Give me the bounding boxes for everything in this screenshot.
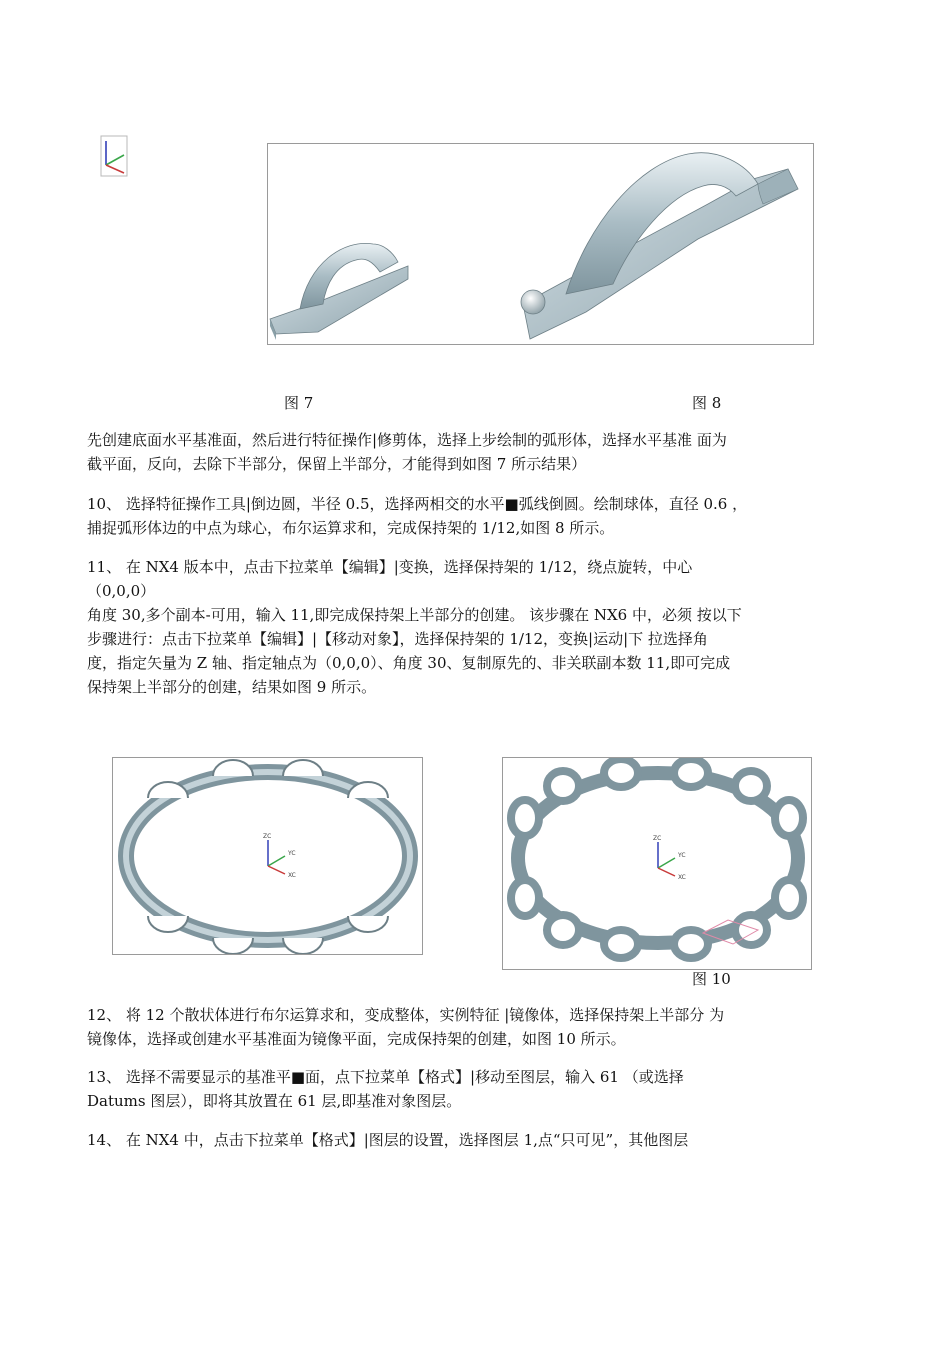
- axis-label-xc: XC: [288, 872, 296, 879]
- paragraph-line: 13、 选择不需要显示的基准平■面，点下拉菜单【格式】|移动至图层，输入 61 （或选择: [87, 1068, 684, 1086]
- paragraph-line: 步骤进行：点击下拉菜单【编辑】|【移动对象】，选择保持架的 1/12，变换|运动|下 拉选择角: [87, 630, 708, 648]
- paragraph-line: 12、 将 12 个散状体进行布尔运算求和，变成整体，实例特征 |镜像体，选择保持架上半部分 为: [87, 1006, 725, 1024]
- paragraph-line: 11、 在 NX4 版本中，点击下拉菜单【编辑】|变换，选择保持架的 1/12，绕点旋转，中心: [87, 558, 693, 576]
- paragraph-line: 先创建底面水平基准面，然后进行特征操作|修剪体，选择上步绘制的弧形体，选择水平基准 面为: [87, 431, 727, 449]
- paragraph-line: 角度 30,多个副本-可用，输入 11,即完成保持架上半部分的创建。 该步骤在 NX6 中，必须 按以下: [87, 606, 742, 624]
- axis-label-zc: ZC: [263, 833, 272, 840]
- figure-9-frame: [112, 757, 423, 955]
- paragraph-step-12: [87, 1003, 867, 1051]
- paragraph-line: 10、 选择特征操作工具|倒边圆，半径 0.5，选择两相交的水平■弧线倒圆。绘制球体，直径 0.6 ，: [87, 495, 748, 513]
- axis-label-zc: ZC: [653, 835, 662, 842]
- paragraph-line: 镜像体，选择或创建水平基准面为镜像平面，完成保持架的创建，如图 10 所示。: [87, 1030, 626, 1048]
- paragraph-intro: [87, 428, 867, 476]
- paragraph-step-10: [87, 492, 867, 540]
- cage-full-ring-illustration: [503, 758, 811, 969]
- figure-7-8-frame: [267, 143, 814, 345]
- axis-label-yc: YC: [678, 852, 686, 859]
- coordinate-triad-icon: [100, 135, 128, 177]
- paragraph-line: Datums 图层），即将其放置在 61 层,即基准对象图层。: [87, 1092, 462, 1110]
- paragraph-line: 度，指定矢量为 Z 轴、指定轴点为（0,0,0）、角度 30、复制原先的、非关联副本数 11,即可完成: [87, 654, 731, 672]
- axis-label-yc: YC: [288, 850, 296, 857]
- paragraph-line: （0,0,0）: [87, 582, 156, 600]
- paragraph-step-13: [87, 1065, 867, 1113]
- paragraph-step-11: [87, 555, 867, 699]
- bearing-cage-segment-illustration: [268, 144, 813, 344]
- axis-label-xc: XC: [678, 874, 686, 881]
- figure-10-caption: 图 10: [692, 970, 731, 988]
- paragraph-line: 捕捉弧形体边的中点为球心，布尔运算求和，完成保持架的 1/12,如图 8 所示。: [87, 519, 615, 537]
- figure-8-caption: 图 8: [692, 394, 722, 412]
- figure-10-frame: [502, 757, 812, 970]
- paragraph-step-14: [87, 1128, 867, 1152]
- cage-upper-half-illustration: [113, 758, 422, 954]
- figure-7-caption: 图 7: [284, 394, 314, 412]
- paragraph-line: 截平面，反向，去除下半部分，保留上半部分，才能得到如图 7 所示结果）: [87, 455, 587, 473]
- paragraph-line: 保持架上半部分的创建，结果如图 9 所示。: [87, 678, 377, 696]
- paragraph-line: 14、 在 NX4 中，点击下拉菜单【格式】|图层的设置，选择图层 1,点“只可见”，其他图层: [87, 1131, 689, 1149]
